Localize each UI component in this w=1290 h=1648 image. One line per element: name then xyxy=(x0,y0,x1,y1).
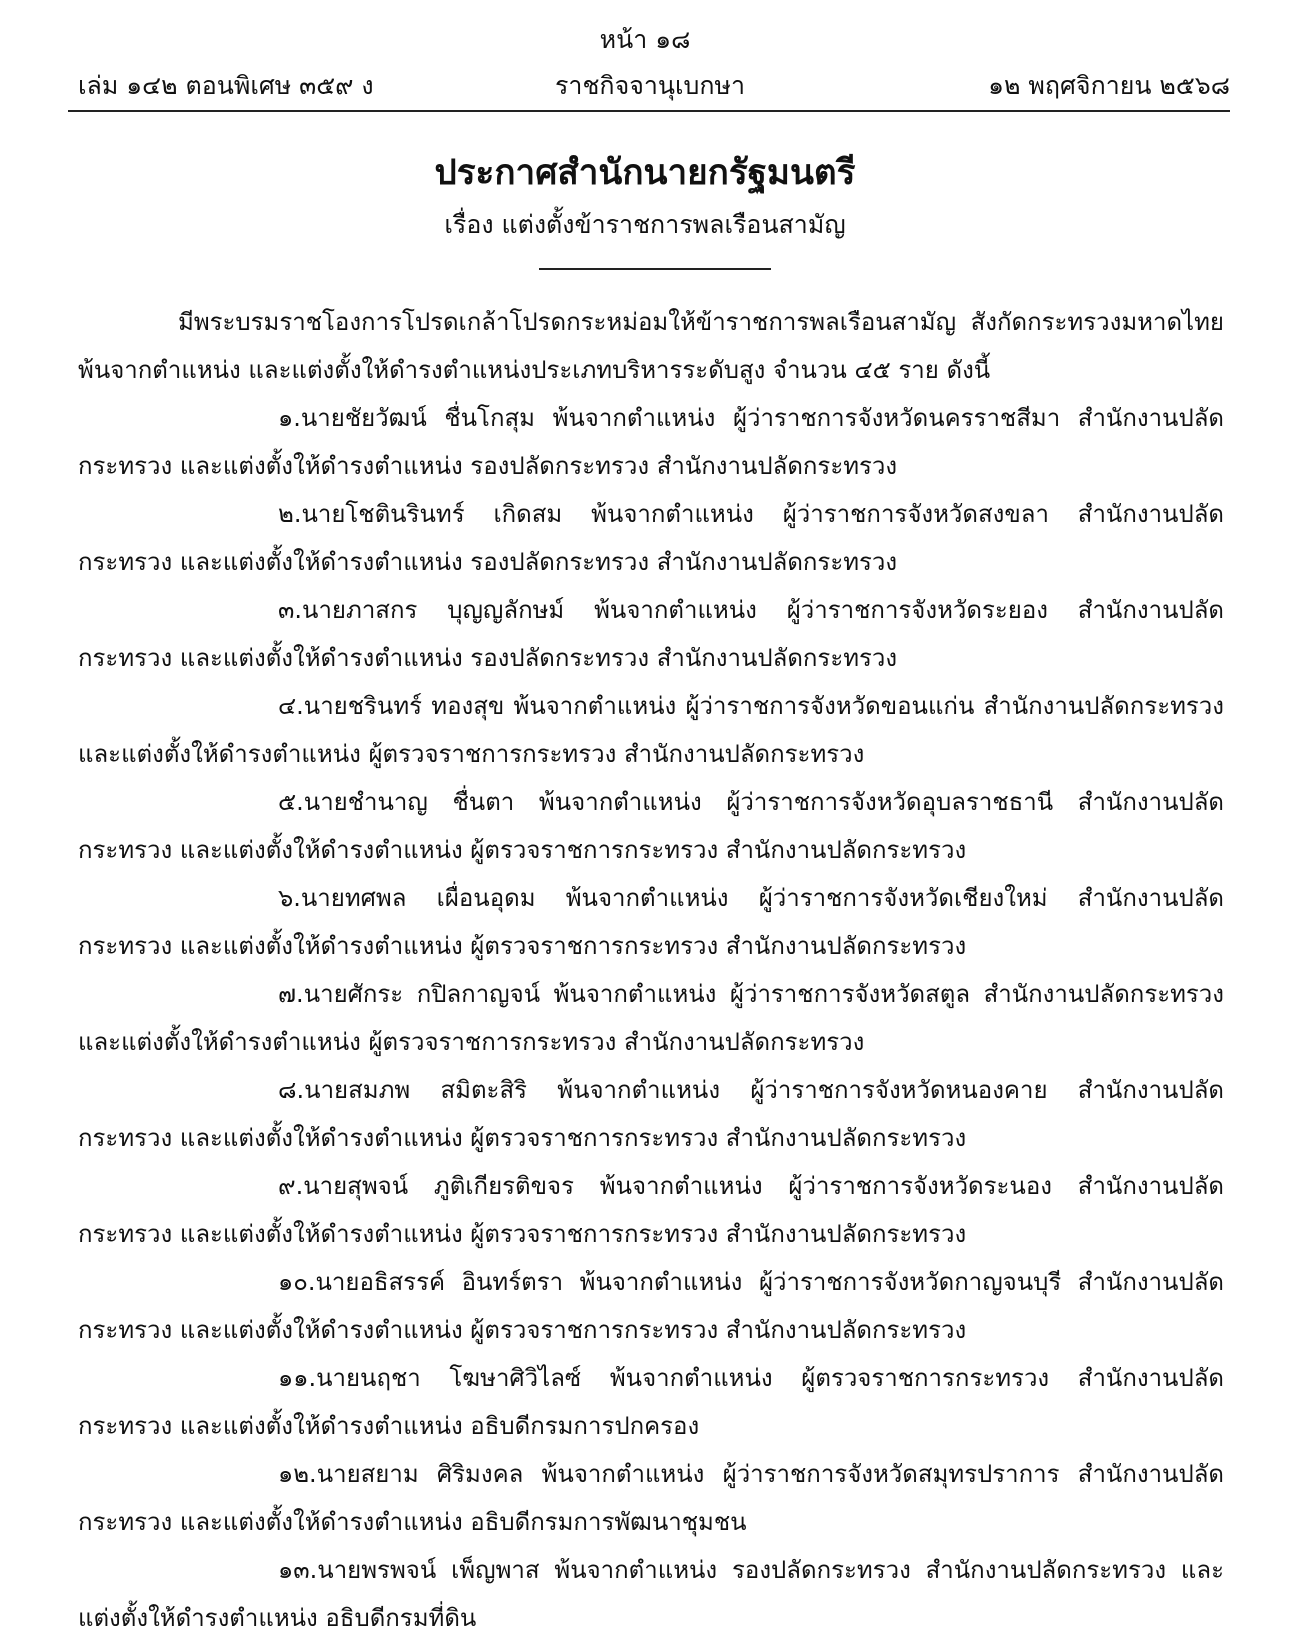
item-text: นายชรินทร์ ทองสุข พ้นจากตำแหน่ง ผู้ว่าราชการจังหวัดขอนแก่น สำนักงานปลัดกระทรวง และแต่งตั้งให้ดำรงตำแหน่ง ผู้ตรวจราชการกระทรวง สำนักงานปลัดกระทรวง xyxy=(78,692,1224,768)
item-number: ๑๐. xyxy=(278,1268,316,1296)
item-text: นายศักระ กปิลกาญจน์ พ้นจากตำแหน่ง ผู้ว่าราชการจังหวัดสตูล สำนักงานปลัดกระทรวง และแต่งตั้งให้ดำรงตำแหน่ง ผู้ตรวจราชการกระทรวง สำนักงานปลัดกระทรวง xyxy=(78,980,1224,1056)
item-number: ๑๑. xyxy=(278,1364,317,1392)
document-body xyxy=(78,298,1224,1642)
appointment-item xyxy=(78,1450,1224,1546)
item-number: ๑๓. xyxy=(278,1556,318,1584)
publication-date: ๑๒ พฤศจิกายน ๒๕๖๘ xyxy=(988,71,1230,100)
volume-issue: เล่ม ๑๔๒ ตอนพิเศษ ๓๕๙ ง xyxy=(78,71,374,100)
item-text: นายนฤชา โฆษาศิวิไลซ์ พ้นจากตำแหน่ง ผู้ตรวจราชการกระทรวง สำนักงานปลัดกระทรวง และแต่งตั้งให้ดำรงตำแหน่ง อธิบดีกรมการปกครอง xyxy=(78,1364,1224,1440)
item-text: นายอธิสรรค์ อินทร์ตรา พ้นจากตำแหน่ง ผู้ว่าราชการจังหวัดกาญจนบุรี สำนักงานปลัดกระทรวง และแต่งตั้งให้ดำรงตำแหน่ง ผู้ตรวจราชการกระทรวง สำนักงานปลัดกระทรวง xyxy=(78,1268,1224,1344)
item-number: ๑. xyxy=(278,404,301,432)
appointment-item xyxy=(78,970,1224,1066)
item-number: ๔. xyxy=(278,692,304,720)
item-number: ๙. xyxy=(278,1172,304,1200)
item-text: นายสยาม ศิริมงคล พ้นจากตำแหน่ง ผู้ว่าราชการจังหวัดสมุทรปราการ สำนักงานปลัดกระทรวง และแต่งตั้งให้ดำรงตำแหน่ง อธิบดีกรมการพัฒนาชุมชน xyxy=(78,1460,1224,1536)
item-text: นายภาสกร บุญญลักษม์ พ้นจากตำแหน่ง ผู้ว่าราชการจังหวัดระยอง สำนักงานปลัดกระทรวง และแต่งตั้งให้ดำรงตำแหน่ง รองปลัดกระทรวง สำนักงานปลัดกระทรวง xyxy=(78,596,1224,672)
appointment-item xyxy=(78,586,1224,682)
gazette-header xyxy=(68,66,1230,112)
item-text: นายพรพจน์ เพ็ญพาส พ้นจากตำแหน่ง รองปลัดกระทรวง สำนักงานปลัดกระทรวง และแต่งตั้งให้ดำรงตำแหน่ง อธิบดีกรมที่ดิน xyxy=(78,1556,1224,1632)
page-number: หน้า ๑๘ xyxy=(599,25,691,54)
item-text: นายโชตินรินทร์ เกิดสม พ้นจากตำแหน่ง ผู้ว่าราชการจังหวัดสงขลา สำนักงานปลัดกระทรวง และแต่งตั้งให้ดำรงตำแหน่ง รองปลัดกระทรวง สำนักงานปลัดกระทรวง xyxy=(78,500,1224,576)
document-title: ประกาศสำนักนายกรัฐมนตรี xyxy=(434,153,856,193)
appointment-item xyxy=(78,682,1224,778)
item-number: ๖. xyxy=(278,884,301,912)
item-number: ๒. xyxy=(278,500,302,528)
item-number: ๓. xyxy=(278,596,303,624)
item-number: ๑๒. xyxy=(278,1460,317,1488)
item-text: นายสุพจน์ ภูติเกียรติขจร พ้นจากตำแหน่ง ผู้ว่าราชการจังหวัดระนอง สำนักงานปลัดกระทรวง และแต่งตั้งให้ดำรงตำแหน่ง ผู้ตรวจราชการกระทรวง สำนักงานปลัดกระทรวง xyxy=(78,1172,1224,1248)
appointment-item xyxy=(78,1066,1224,1162)
item-number: ๗. xyxy=(278,980,304,1008)
title-divider xyxy=(539,268,771,270)
appointment-item xyxy=(78,778,1224,874)
appointment-item xyxy=(78,394,1224,490)
item-text: นายชัยวัฒน์ ชื่นโกสุม พ้นจากตำแหน่ง ผู้ว่าราชการจังหวัดนครราชสีมา สำนักงานปลัดกระทรวง และแต่งตั้งให้ดำรงตำแหน่ง รองปลัดกระทรวง สำนักงานปลัดกระทรวง xyxy=(78,404,1224,480)
appointment-item xyxy=(78,1546,1224,1642)
item-text: นายสมภพ สมิตะสิริ พ้นจากตำแหน่ง ผู้ว่าราชการจังหวัดหนองคาย สำนักงานปลัดกระทรวง และแต่งตั้งให้ดำรงตำแหน่ง ผู้ตรวจราชการกระทรวง สำนักงานปลัดกระทรวง xyxy=(78,1076,1224,1152)
item-number: ๘. xyxy=(278,1076,305,1104)
appointment-item xyxy=(78,1258,1224,1354)
appointment-item xyxy=(78,1354,1224,1450)
appointment-list xyxy=(78,394,1224,1642)
intro-paragraph: มีพระบรมราชโองการโปรดเกล้าโปรดกระหม่อมให้ข้าราชการพลเรือนสามัญ สังกัดกระทรวงมหาดไทย พ้นจากตำแหน่ง และแต่งตั้งให้ดำรงตำแหน่งประเภทบริหารระดับสูง จำนวน ๔๕ ราย ดังนี้ xyxy=(78,308,1224,384)
gazette-name: ราชกิจจานุเบกษา xyxy=(555,71,746,100)
appointment-item xyxy=(78,874,1224,970)
appointment-item xyxy=(78,490,1224,586)
appointment-item xyxy=(78,1162,1224,1258)
document-subject: เรื่อง แต่งตั้งข้าราชการพลเรือนสามัญ xyxy=(444,210,846,239)
item-text: นายทศพล เผื่อนอุดม พ้นจากตำแหน่ง ผู้ว่าราชการจังหวัดเชียงใหม่ สำนักงานปลัดกระทรวง และแต่งตั้งให้ดำรงตำแหน่ง ผู้ตรวจราชการกระทรวง สำนักงานปลัดกระทรวง xyxy=(78,884,1224,960)
item-number: ๕. xyxy=(278,788,304,816)
item-text: นายชำนาญ ชื่นตา พ้นจากตำแหน่ง ผู้ว่าราชการจังหวัดอุบลราชธานี สำนักงานปลัดกระทรวง และแต่งตั้งให้ดำรงตำแหน่ง ผู้ตรวจราชการกระทรวง สำนักงานปลัดกระทรวง xyxy=(78,788,1224,864)
